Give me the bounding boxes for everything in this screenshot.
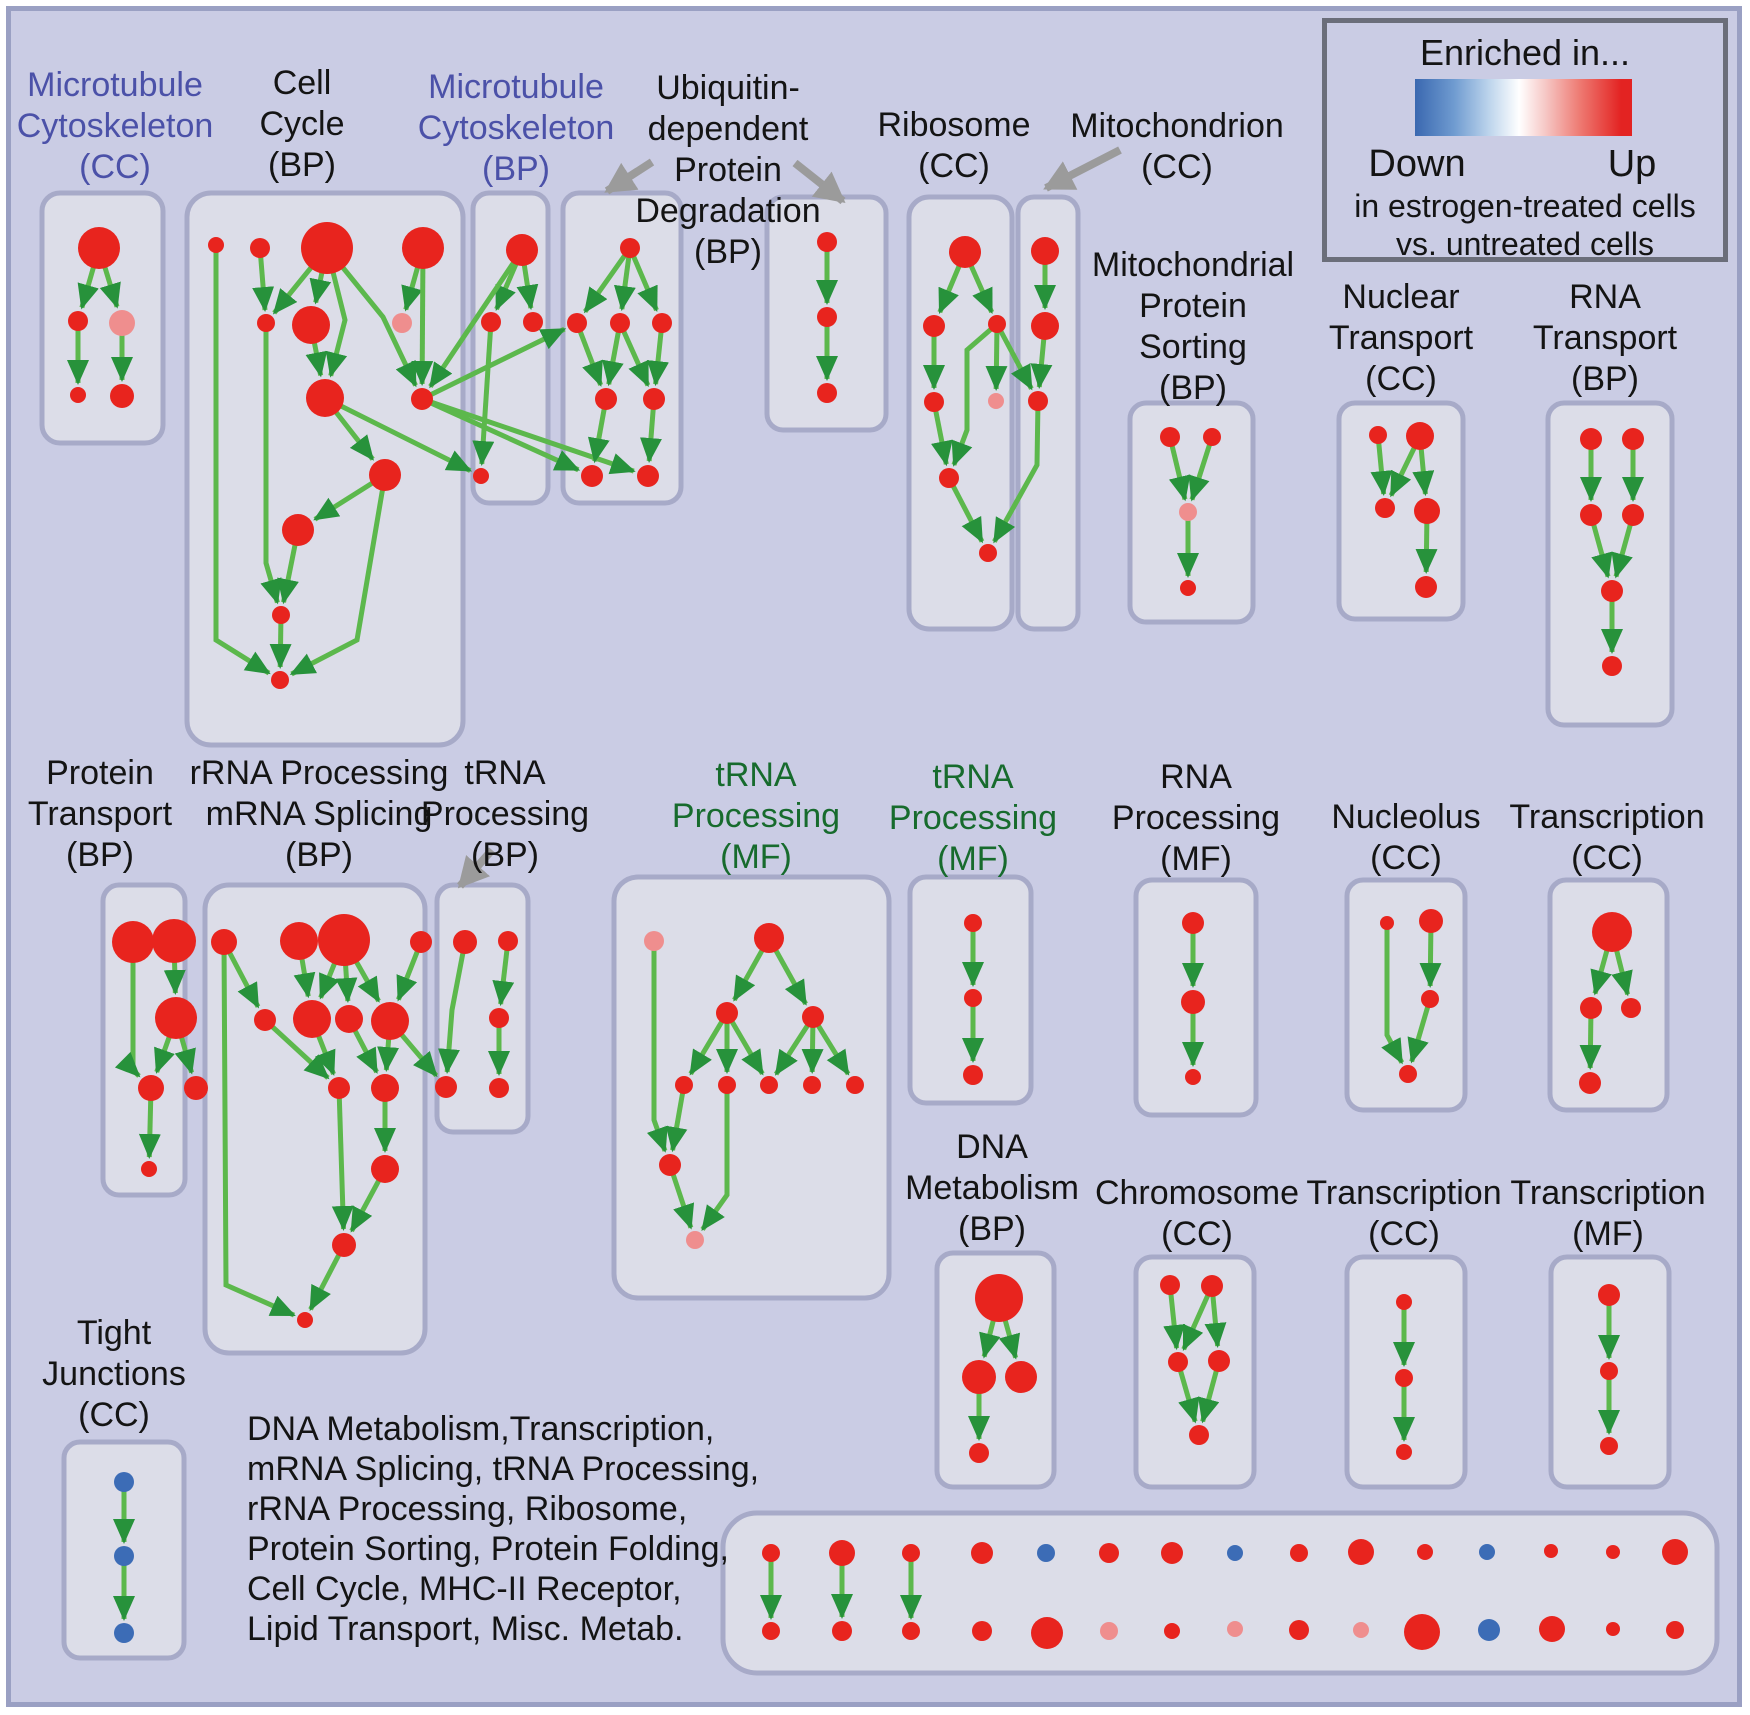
cluster-label-line: RNA xyxy=(1569,278,1641,316)
go-term-node-ccA xyxy=(208,237,224,253)
go-term-node-rrCv xyxy=(332,1233,356,1257)
go-term-node-tm1pk xyxy=(644,931,664,951)
go-term-node-rt4 xyxy=(1622,504,1644,526)
legend-title: Enriched in... xyxy=(1419,32,1631,73)
cluster-label-line: Transcription xyxy=(1510,1174,1706,1212)
go-term-node-rrM4 xyxy=(371,1002,409,1040)
cluster-box-bb xyxy=(723,1513,1717,1673)
go-term-node-tm1c xyxy=(802,1006,824,1028)
go-term-node-ribf xyxy=(939,468,959,488)
cluster-label-line: Chromosome xyxy=(1094,1174,1300,1212)
cluster-label-rt xyxy=(1533,277,1677,400)
go-term-node-cha xyxy=(1160,1275,1180,1295)
go-term-node-bb14t xyxy=(1606,1545,1620,1559)
go-term-node-bb9b xyxy=(1289,1620,1309,1640)
go-term-node-tc1b xyxy=(1580,997,1602,1019)
cluster-label-line: Processing xyxy=(1111,799,1281,837)
go-term-node-tbp2 xyxy=(498,931,518,951)
go-term-node-mps2 xyxy=(1203,428,1221,446)
cluster-label-tm1 xyxy=(672,755,840,878)
cluster-label-line: (CC) xyxy=(79,148,151,186)
hierarchy-edge xyxy=(996,324,997,389)
go-term-node-mps4 xyxy=(1180,580,1196,596)
cluster-label-line: Protein xyxy=(46,754,154,792)
go-term-node-bb5t xyxy=(1037,1544,1055,1562)
go-term-node-mbp3 xyxy=(523,312,543,332)
cluster-label-line: (CC) xyxy=(78,1396,150,1434)
go-term-node-pt4 xyxy=(138,1075,164,1101)
go-term-node-bb7t xyxy=(1161,1542,1183,1564)
cluster-label-line: Cytoskeleton xyxy=(16,107,214,145)
cluster-label-line: Cell xyxy=(272,64,332,102)
go-term-node-ribg xyxy=(979,544,997,562)
go-term-node-nt2 xyxy=(1406,422,1434,450)
go-term-node-u2b xyxy=(817,307,837,327)
cluster-label-line: (MF) xyxy=(1160,840,1232,878)
note-line: rRNA Processing, Ribosome, xyxy=(247,1490,688,1528)
cluster-label-line: Mitochondrion xyxy=(1070,107,1284,145)
cluster-label-rib xyxy=(877,105,1030,187)
go-term-node-bb10t xyxy=(1348,1539,1374,1565)
go-term-node-u1d xyxy=(652,313,672,333)
cluster-label-pt xyxy=(28,753,172,876)
go-term-node-ccC xyxy=(301,222,353,274)
go-term-node-nuc xyxy=(1421,990,1439,1008)
cluster-box-ch xyxy=(1136,1257,1254,1487)
go-term-node-rt6 xyxy=(1602,656,1622,676)
go-term-node-ccG xyxy=(392,313,412,333)
cluster-label-ub xyxy=(635,68,820,273)
go-term-node-tm1g xyxy=(803,1076,821,1094)
note-line: mRNA Splicing, tRNA Processing, xyxy=(247,1450,760,1488)
go-term-node-rrT1 xyxy=(211,929,237,955)
go-term-node-ccL xyxy=(272,606,290,624)
go-term-node-ccD xyxy=(402,227,444,269)
go-term-node-ccI xyxy=(411,388,433,410)
cluster-label-line: Mitochondrial xyxy=(1091,246,1295,284)
go-term-node-ccE xyxy=(257,314,275,332)
cluster-label-line: Ribosome xyxy=(877,106,1031,144)
go-term-node-mcc2 xyxy=(68,311,88,331)
go-term-node-tbp4 xyxy=(489,1008,509,1028)
cluster-label-line: (CC) xyxy=(1370,839,1442,877)
cluster-label-line: tRNA xyxy=(464,754,546,792)
cluster-label-tbp xyxy=(421,753,589,876)
cluster-label-line: Protein xyxy=(1139,287,1247,325)
cluster-label-line: Degradation xyxy=(635,192,821,230)
go-term-node-mitc xyxy=(1028,391,1048,411)
cluster-label-line: (MF) xyxy=(937,840,1009,878)
go-term-node-bb15b xyxy=(1666,1621,1684,1639)
go-term-node-rpa xyxy=(1182,912,1204,934)
go-term-node-chc xyxy=(1168,1352,1188,1372)
cluster-label-tmf xyxy=(1510,1173,1705,1255)
legend-subtitle-2: vs. untreated cells xyxy=(1396,226,1654,262)
go-term-node-bb5b xyxy=(1031,1617,1063,1649)
go-term-node-mbp2 xyxy=(481,312,501,332)
note-line: Cell Cycle, MHC-II Receptor, xyxy=(247,1570,682,1608)
cluster-label-line: Transport xyxy=(1532,319,1678,357)
go-term-node-nua xyxy=(1380,916,1394,930)
go-term-node-bb13b xyxy=(1539,1616,1565,1642)
cluster-label-line: Protein xyxy=(674,151,782,189)
go-term-node-bb4t xyxy=(971,1542,993,1564)
go-term-node-rrT2 xyxy=(280,922,318,960)
cluster-box-rt xyxy=(1548,403,1672,725)
cluster-label-line: rRNA Processing xyxy=(189,754,449,792)
go-term-node-tm2b xyxy=(964,989,982,1007)
go-term-node-rt5 xyxy=(1601,580,1623,602)
go-term-node-mcc4 xyxy=(70,387,86,403)
go-term-node-mcc1 xyxy=(78,227,120,269)
go-term-node-bb10b xyxy=(1353,1622,1369,1638)
cluster-label-line: (CC) xyxy=(918,147,990,185)
go-term-node-tm2c xyxy=(963,1065,983,1085)
go-term-node-tc1d xyxy=(1579,1072,1601,1094)
cluster-label-rp xyxy=(1112,757,1280,880)
go-term-node-pt2 xyxy=(152,919,196,963)
go-term-node-nt5 xyxy=(1415,576,1437,598)
go-term-node-tbp3 xyxy=(435,1076,457,1098)
cluster-label-line: (CC) xyxy=(1571,839,1643,877)
legend-box xyxy=(1322,18,1728,262)
go-term-node-tbp5 xyxy=(489,1078,509,1098)
go-term-node-pt1 xyxy=(112,921,154,963)
go-term-node-nud xyxy=(1399,1065,1417,1083)
cluster-label-line: Transcription xyxy=(1306,1174,1502,1212)
note-line: Protein Sorting, Protein Folding, xyxy=(247,1530,729,1568)
cluster-label-line: (CC) xyxy=(1365,360,1437,398)
cluster-label-line: (CC) xyxy=(1141,148,1213,186)
go-term-node-bb2b xyxy=(832,1621,852,1641)
go-term-node-tjb xyxy=(114,1546,134,1566)
cluster-label-line: Tight xyxy=(76,1314,152,1352)
cluster-label-nu xyxy=(1331,797,1480,879)
cluster-box-rr xyxy=(205,885,425,1353)
go-term-node-rt2 xyxy=(1622,428,1644,450)
go-term-node-u1e xyxy=(595,388,617,410)
go-term-node-ccH xyxy=(306,379,344,417)
go-term-node-nt4 xyxy=(1414,498,1440,524)
go-term-node-chd xyxy=(1208,1350,1230,1372)
go-term-node-tmfa xyxy=(1598,1284,1620,1306)
cluster-label-line: dependent xyxy=(647,110,809,148)
go-term-node-tc1a xyxy=(1592,912,1632,952)
cluster-label-line: (BP) xyxy=(958,1210,1026,1248)
go-term-node-chb xyxy=(1201,1275,1223,1297)
go-term-node-ccB xyxy=(250,238,270,258)
go-term-node-rt1 xyxy=(1580,428,1602,450)
go-term-node-tc1c xyxy=(1621,998,1641,1018)
cluster-label-line: Nuclear xyxy=(1342,278,1460,316)
go-term-node-riba xyxy=(949,236,981,268)
go-term-node-bb11b xyxy=(1404,1614,1440,1650)
go-term-node-ribe xyxy=(988,393,1004,409)
go-term-node-mbp1 xyxy=(506,234,538,266)
go-term-node-tc2b xyxy=(1395,1369,1413,1387)
go-term-node-bb3b xyxy=(902,1622,920,1640)
go-term-node-mbp4 xyxy=(473,468,489,484)
go-term-node-bb7b xyxy=(1164,1623,1180,1639)
go-term-node-tbp1 xyxy=(453,930,477,954)
go-term-node-mitb xyxy=(1031,312,1059,340)
cluster-label-line: mRNA Splicing xyxy=(205,795,433,833)
cluster-label-line: (BP) xyxy=(1159,369,1227,407)
cluster-label-line: Metabolism xyxy=(905,1169,1079,1207)
cluster-label-line: (MF) xyxy=(720,838,792,876)
go-term-node-u1b xyxy=(567,313,587,333)
go-term-node-bb6b xyxy=(1100,1622,1118,1640)
cluster-label-ch xyxy=(1095,1173,1299,1255)
go-term-node-bb12t xyxy=(1479,1544,1495,1560)
go-term-node-dmb xyxy=(962,1360,996,1394)
go-term-node-ccM xyxy=(271,671,289,689)
go-term-node-u2c xyxy=(817,383,837,403)
go-term-node-rrBig xyxy=(371,1155,399,1183)
go-term-node-tm1cv xyxy=(659,1154,681,1176)
legend-gradient-bar xyxy=(1415,79,1632,136)
legend-subtitle-1: in estrogen-treated cells xyxy=(1354,188,1696,224)
go-term-node-ccK xyxy=(282,514,314,546)
go-term-node-tc2c xyxy=(1396,1444,1412,1460)
cluster-label-line: tRNA xyxy=(715,756,797,794)
cluster-label-line: Processing xyxy=(671,797,841,835)
cluster-label-cc xyxy=(259,63,344,186)
cluster-label-line: Nucleolus xyxy=(1331,798,1481,836)
go-term-node-bb8b xyxy=(1227,1621,1243,1637)
go-term-node-tjc xyxy=(114,1623,134,1643)
cluster-label-line: DNA xyxy=(956,1128,1028,1166)
cluster-label-tc2 xyxy=(1306,1173,1501,1255)
go-term-node-pt6 xyxy=(141,1161,157,1177)
go-term-node-u1g xyxy=(581,465,603,487)
cluster-label-nt xyxy=(1329,277,1473,400)
go-term-node-dmc xyxy=(1005,1361,1037,1393)
go-term-node-tja xyxy=(114,1472,134,1492)
cluster-label-tm2 xyxy=(889,757,1057,880)
go-term-node-che xyxy=(1189,1425,1209,1445)
legend-up-label: Up xyxy=(1607,143,1657,185)
go-term-node-ribb xyxy=(923,315,945,337)
go-term-node-rrM1 xyxy=(254,1009,276,1031)
go-term-node-mcc3 xyxy=(109,310,135,336)
cluster-label-line: Transport xyxy=(27,795,173,833)
cluster-label-line: (BP) xyxy=(1570,360,1639,398)
go-term-node-mcc5 xyxy=(110,384,134,408)
note-line: DNA Metabolism,Transcription, xyxy=(247,1410,715,1448)
go-term-node-bb3t xyxy=(902,1544,920,1562)
go-term-node-tc2a xyxy=(1396,1294,1412,1310)
go-term-node-rrM2 xyxy=(293,1000,331,1038)
go-term-node-ribc xyxy=(988,315,1006,333)
go-term-node-rrL1 xyxy=(328,1077,350,1099)
cluster-label-mit xyxy=(1070,106,1284,188)
go-term-node-dma xyxy=(975,1274,1023,1322)
cluster-label-line: Processing xyxy=(888,799,1058,837)
go-term-node-tm1b xyxy=(716,1002,738,1024)
go-term-node-bb8t xyxy=(1227,1545,1243,1561)
cluster-label-line: Microtubule xyxy=(27,66,203,104)
go-term-node-tm1f xyxy=(760,1076,778,1094)
go-term-node-tm1e xyxy=(718,1076,736,1094)
go-term-node-bb1b xyxy=(762,1622,780,1640)
go-term-node-bb14b xyxy=(1606,1622,1620,1636)
go-term-node-bb6t xyxy=(1099,1543,1119,1563)
go-term-node-rrBt xyxy=(297,1312,313,1328)
go-term-node-rpc xyxy=(1185,1069,1201,1085)
go-term-node-mps3 xyxy=(1179,503,1197,521)
merged-clusters-note xyxy=(247,1409,759,1649)
cluster-label-line: Cytoskeleton xyxy=(417,109,615,147)
cluster-box-nt xyxy=(1339,403,1463,619)
go-term-node-dmd xyxy=(969,1443,989,1463)
go-term-node-tmfc xyxy=(1600,1437,1618,1455)
cluster-label-tc1 xyxy=(1509,797,1704,879)
cluster-label-line: Sorting xyxy=(1139,328,1247,366)
cluster-label-line: Microtubule xyxy=(428,68,604,106)
cluster-label-line: Processing xyxy=(420,795,590,833)
cluster-label-dm xyxy=(905,1127,1079,1250)
go-term-node-mps1 xyxy=(1160,427,1180,447)
go-term-node-ccF xyxy=(292,306,330,344)
cluster-label-line: Transcription xyxy=(1509,798,1705,836)
go-term-node-rrT3 xyxy=(318,914,370,966)
cluster-label-line: Transport xyxy=(1328,319,1474,357)
go-term-node-nt3 xyxy=(1375,498,1395,518)
cluster-label-line: (BP) xyxy=(65,836,134,874)
cluster-label-line: Junctions xyxy=(42,1355,186,1393)
go-term-node-bb13t xyxy=(1544,1544,1558,1558)
go-term-node-ccJ xyxy=(369,459,401,491)
legend-down-label: Down xyxy=(1368,143,1466,185)
go-term-node-bb1t xyxy=(762,1544,780,1562)
go-term-node-pt5 xyxy=(184,1076,208,1100)
cluster-label-line: Ubiquitin- xyxy=(656,69,800,107)
go-term-node-tm1a xyxy=(754,923,784,953)
cluster-label-line: (BP) xyxy=(470,836,539,874)
go-term-node-rt3 xyxy=(1580,504,1602,526)
cluster-label-line: (BP) xyxy=(268,146,336,184)
cluster-label-rr xyxy=(190,753,449,876)
go-term-node-tm1pb xyxy=(686,1231,704,1249)
cluster-label-line: Cycle xyxy=(259,105,345,143)
go-term-node-bb12b xyxy=(1478,1619,1500,1641)
go-term-node-bb4b xyxy=(972,1621,992,1641)
go-term-node-u1f xyxy=(643,388,665,410)
go-term-node-mita xyxy=(1031,237,1059,265)
go-term-node-ribd xyxy=(924,392,944,412)
cluster-label-line: RNA xyxy=(1160,758,1232,796)
go-term-node-nub xyxy=(1419,909,1443,933)
go-term-node-nt1 xyxy=(1369,426,1387,444)
cluster-label-mcc xyxy=(17,65,214,188)
cluster-label-line: (CC) xyxy=(1368,1215,1440,1253)
cluster-label-mbp xyxy=(418,67,615,190)
cluster-label-tj xyxy=(42,1313,186,1436)
go-term-node-rpb xyxy=(1181,990,1205,1014)
cluster-label-mps xyxy=(1092,245,1294,409)
go-term-node-bb11t xyxy=(1417,1544,1433,1560)
go-term-node-tm1d xyxy=(675,1076,693,1094)
cluster-label-line: (BP) xyxy=(481,150,550,188)
go-term-node-rrT4 xyxy=(410,931,432,953)
go-term-node-bb9t xyxy=(1290,1544,1308,1562)
go-term-node-bb15t xyxy=(1662,1539,1688,1565)
cluster-label-line: tRNA xyxy=(932,758,1014,796)
go-term-node-tm2a xyxy=(964,914,982,932)
go-term-node-tm1h xyxy=(846,1076,864,1094)
go-term-node-rrM3 xyxy=(335,1005,363,1033)
go-term-node-rrL2 xyxy=(371,1074,399,1102)
go-term-node-u1c xyxy=(610,313,630,333)
note-line: Lipid Transport, Misc. Metab. xyxy=(247,1610,684,1648)
cluster-label-line: (BP) xyxy=(285,836,353,874)
cluster-label-line: (BP) xyxy=(694,233,762,271)
go-term-node-tmfb xyxy=(1600,1362,1618,1380)
cluster-label-line: (CC) xyxy=(1161,1215,1233,1253)
go-term-node-u1h xyxy=(637,465,659,487)
go-term-node-bb2t xyxy=(829,1540,855,1566)
cluster-label-line: (MF) xyxy=(1572,1215,1644,1253)
go-term-node-pt3 xyxy=(155,997,197,1039)
